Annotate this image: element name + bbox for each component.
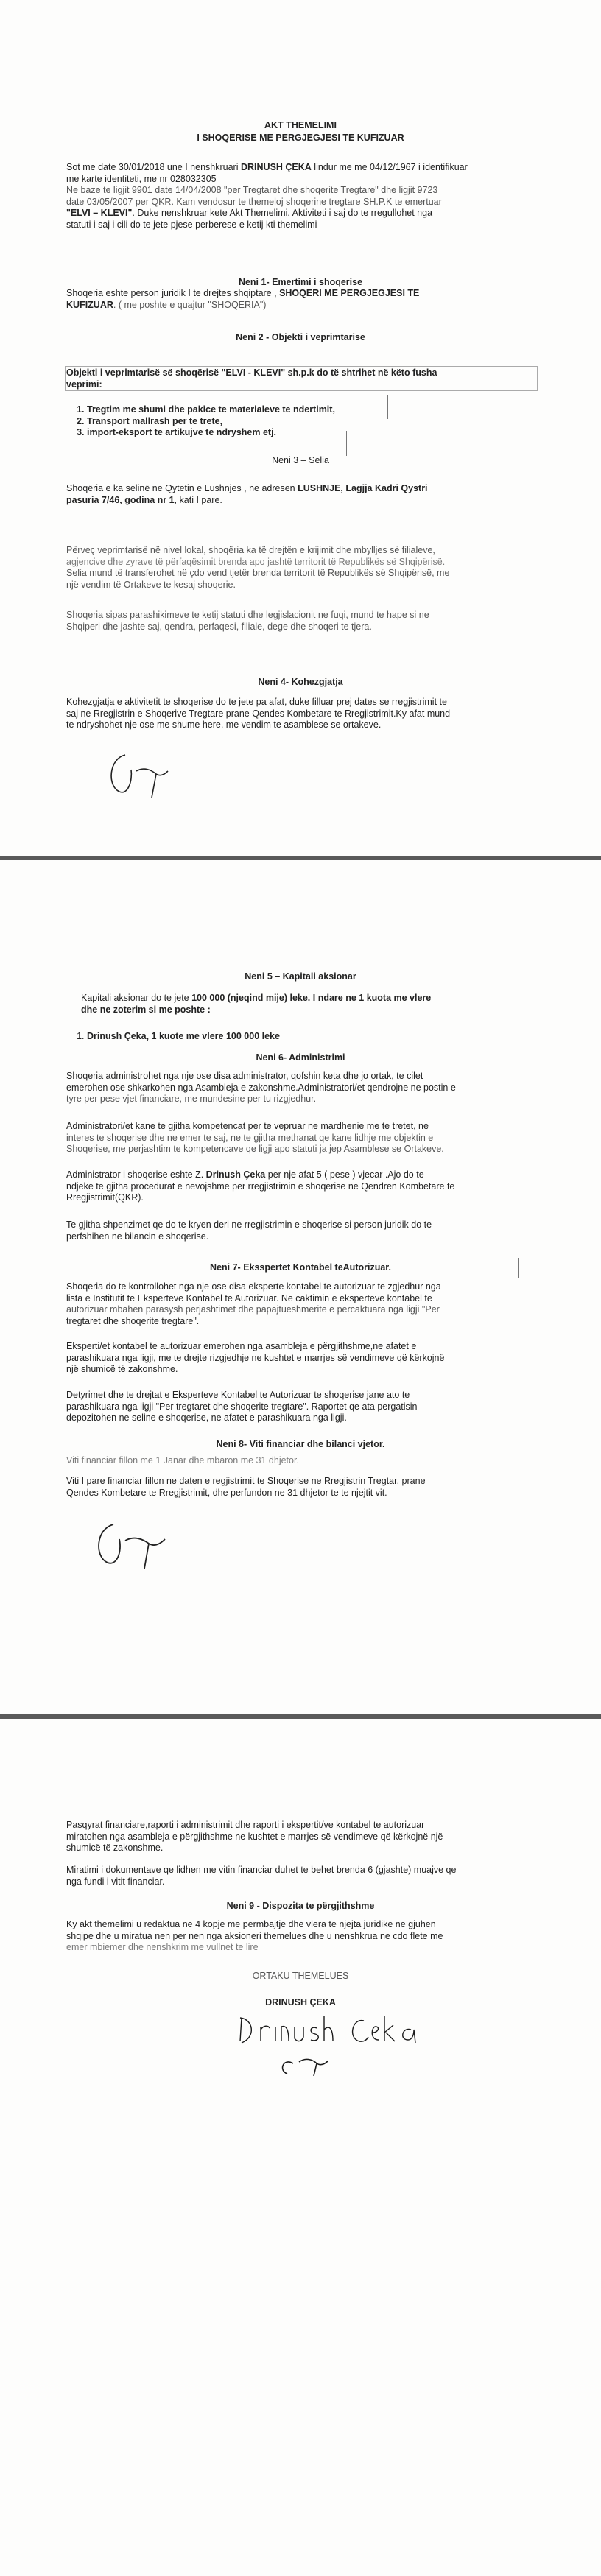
- approval-paragraph: [66, 1865, 545, 1887]
- article-text: lista e Institutit te Eksperteve Kontabel te Autorizuar. Ne caktimin e eksperteve kontabel te: [66, 1292, 432, 1303]
- article-text: Pasqyrat financiare,raporti i administrimit dhe raporti i ekspertit/ve kontabel te autorizuar: [66, 1820, 425, 1830]
- article-text: dhe ne zoterim si me poshte :: [81, 1004, 211, 1015]
- article-3-heading: Neni 3 – Selia: [272, 455, 329, 465]
- intro-text: . Duke nenshkruar kete Akt Themelimi. Aktiviteti i saj do te rregullohet nga: [132, 208, 433, 218]
- article-text: Viti I pare financiar fillon ne daten e regjistrimit te Shoqerise ne Rregjistrin Tregtar, prane: [66, 1476, 426, 1486]
- article-text: Ky akt themelimi u redaktua ne 4 kopje me permbajtje dhe vlera te njejta juridike ne gjuhen: [66, 1919, 436, 1929]
- founder-name-printed: DRINUSH ÇEKA: [265, 1997, 336, 2007]
- scan-line-mark: [387, 395, 388, 419]
- article-6-heading: Neni 6- Administrimi: [256, 1052, 345, 1063]
- handwritten-name-signature: [234, 2003, 426, 2077]
- article-1-text: [66, 288, 545, 311]
- shareholder-text: Drinush Çeka, 1 kuote me vlere 100 000 leke: [87, 1031, 280, 1041]
- article-4-text: [66, 697, 545, 731]
- article-1-heading: Neni 1- Emertimi i shoqerise: [238, 277, 363, 287]
- article-8-heading: Neni 8- Viti financiar dhe bilanci vjetor.: [216, 1439, 385, 1449]
- activity-item: 3. import-eksport te artikujve te ndryshem etj.: [87, 427, 538, 439]
- article-7-heading: Neni 7- Eksspertet Kontabel teAutorizuar.: [210, 1262, 391, 1273]
- article-text: autorizuar mbahen parasysh perjashtimet dhe papajtueshmerite e percaktuara nga ligji "Per: [66, 1304, 440, 1315]
- article-text: veprimi:: [66, 379, 102, 390]
- signature-page-2: [88, 1508, 184, 1574]
- article-text: tregtaret dhe shoqerite tregtare".: [66, 1315, 200, 1326]
- article-text: Te gjitha shpenzimet qe do te kryen deri ne rregjistrimin e shoqerise si person juridik do te: [66, 1220, 432, 1230]
- document-page-2: [0, 860, 601, 1714]
- article-6-para-d: [66, 1220, 545, 1242]
- article-8-para-a: Viti financiar fillon me 1 Janar dhe mbaron me 31 dhjetor.: [66, 1455, 299, 1465]
- activity-item: 2. Transport mallrash per te trete,: [87, 416, 538, 428]
- article-text: saj ne Rregjistrin e Shoqerive Tregtare prane Qendes Kombetare te Rregjistrimit.Ky afat mund: [66, 708, 451, 719]
- article-2-heading: Neni 2 - Objekti i veprimtarise: [236, 332, 365, 342]
- article-text: te ndryshohet nje ose me shume here, me vendim te asamblese se ortakeve.: [66, 719, 382, 730]
- article-6-para-a: [66, 1071, 545, 1105]
- accounts-paragraph: [66, 1820, 545, 1854]
- scan-line-mark: [518, 1258, 519, 1278]
- article-text: Shoqerise, me perjashtim te kompetencave qe ligji apo statuti ja jep Asamblese se Ortakeve.: [66, 1144, 444, 1154]
- article-text: Shqiperi dhe jashte saj, qendra, perfaqesi, filiale, dege dhe shoqeri te tjera.: [66, 621, 372, 632]
- article-text: parashikuara nga ligji "Per tregtaret dhe shoqerite tregtare". Raportet qe ata pergatisin: [66, 1401, 418, 1412]
- article-5-heading: Neni 5 – Kapitali aksionar: [245, 971, 356, 982]
- article-text: Shoqëria e ka selinë ne Qytetin e Lushnjes , ne adresen: [66, 483, 298, 493]
- company-name: "ELVI – KLEVI": [66, 208, 133, 218]
- article-text: Shoqeria eshte person juridik I te drejtes shqiptare ,: [66, 288, 280, 298]
- article-text: një vendim të Ortakeve te kesaj shoqerie.: [66, 579, 236, 590]
- article-text: nga fundi i vitit financiar.: [66, 1876, 165, 1887]
- article-text: një shumicë të zakonshme.: [66, 1364, 178, 1374]
- intro-text: date 03/05/2007 per QKR. Kam vendosur te themeloj shoqerine tregtare SH.P.K te emertuar: [66, 196, 442, 207]
- article-text: shqipe dhe u miratua nen per nen nga aksioneri themelues dhe u nenshkrua ne cdo flete me: [66, 1930, 443, 1941]
- signature-page-1: [103, 740, 184, 803]
- document-page-3: [0, 1719, 601, 2576]
- article-8-para-b: [66, 1476, 545, 1499]
- document-subtitle: I SHOQERISE ME PERGJEGJESI TE KUFIZUAR: [197, 133, 404, 143]
- intro-text: lindur me me 04/12/1967 i identifikuar: [311, 162, 468, 172]
- statute-paragraph: [66, 610, 545, 633]
- intro-text: statuti i saj i cili do te jete pjese perberese e ketij kti themelimi: [66, 219, 317, 230]
- article-7-para-b: [66, 1341, 545, 1376]
- intro-text: Ne baze te ligjit 9901 date 14/04/2008 "per Tregtaret dhe shoqerite Tregtare" dhe ligjit 9723: [66, 185, 438, 195]
- article-text: Administratori/et kane te gjitha kompetencat per te vepruar ne mardhenie me te tretet, ne: [66, 1121, 429, 1131]
- article-2-intro: [66, 367, 545, 390]
- company-type: SHOQERI ME PERGJEGJESI TE: [279, 288, 420, 298]
- article-9-heading: Neni 9 - Dispozita te përgjithshme: [226, 1901, 375, 1911]
- article-text: Kohezgjatja e aktivitetit te shoqerise do te jete pa afat, duke filluar prej dates se rregjistrimit te: [66, 697, 447, 707]
- capital-amount: 100 000 (njeqind mije) leke. I ndare ne 1 kuota me vlere: [191, 993, 432, 1003]
- article-text: Detyrimet dhe te drejtat e Eksperteve Kontabel te Autorizuar te shoqerise jane ato te: [66, 1390, 410, 1400]
- article-4-heading: Neni 4- Kohezgjatja: [258, 677, 343, 687]
- article-text: parashikuara nga ligji, me te drejte rizgjedhje ne kushtet e marrjes së vendimeve që kërkojnë: [66, 1352, 445, 1363]
- article-5-text: [81, 993, 552, 1016]
- company-type: KUFIZUAR: [66, 299, 113, 310]
- shareholder-item: [87, 1031, 538, 1043]
- article-text: . ( me poshte e quajtur "SHOQERIA"): [113, 299, 267, 310]
- article-text: interes te shoqerise dhe ne emer te saj, ne te gjitha methanat qe kane lidhje me objektin e: [66, 1132, 434, 1143]
- article-text: Objekti i veprimtarisë së shoqërisë "ELVI - KLEVI" sh.p.k do të shtrihet në këto fusha: [66, 367, 437, 378]
- article-6-para-b: [66, 1121, 545, 1155]
- article-text: Eksperti/et kontabel te autorizuar emerohen nga asambleja e përgjithshme,ne afatet e: [66, 1341, 417, 1351]
- article-text: Rregjistrimit(QKR).: [66, 1192, 144, 1203]
- article-text: Kapitali aksionar do te jete: [81, 993, 192, 1003]
- activity-list: [66, 404, 538, 439]
- article-text: shumicë të zakonshme.: [66, 1843, 164, 1853]
- administrator-name: Drinush Çeka: [205, 1169, 266, 1180]
- article-text: per nje afat 5 ( pese ) vjecar .Ajo do te: [265, 1169, 424, 1180]
- article-6-para-c: [66, 1169, 545, 1204]
- article-text: depozitohen ne seline e shoqerise, ne afatet e parashikuara nga ligji.: [66, 1412, 347, 1423]
- intro-text: Sot me date 30/01/2018 une I nenshkruari: [66, 162, 241, 172]
- branches-paragraph: [66, 545, 545, 591]
- article-3-text: [66, 483, 545, 506]
- founder-label: ORTAKU THEMELUES: [252, 1971, 349, 1981]
- intro-text: me karte identiteti, me nr 028032305: [66, 173, 217, 184]
- intro-paragraph: [66, 162, 545, 230]
- article-text: Shoqeria administrohet nga nje ose disa administrator, qofshin keta dhe jo ortak, te cilet: [66, 1071, 423, 1081]
- article-text: emer mbiemer dhe nenshkrim me vullnet te lire: [66, 1942, 259, 1952]
- document-page-1: [0, 0, 601, 856]
- address: pasuria 7/46, godina nr 1: [66, 494, 175, 505]
- article-text: ndjeke te gjitha procedurat e nevojshme per rregjistrimin e shoqerise ne Qendren Kombetare te: [66, 1180, 455, 1192]
- article-text: Shoqeria sipas parashikimeve te ketij statuti dhe legjislacionit ne fuqi, mund te hape si ne: [66, 610, 429, 620]
- article-7-para-c: [66, 1390, 545, 1424]
- activity-item: 1. Tregtim me shumi dhe pakice te materialeve te ndertimit,: [87, 404, 538, 416]
- article-text: perfshihen ne bilancin e shoqerise.: [66, 1231, 209, 1242]
- article-text: emerohen ose shkarkohen nga Asambleja e zakonshme.Administratori/et qendrojne ne postin e: [66, 1082, 456, 1093]
- article-text: tyre per pese vjet financiare, me mundesine per tu rizgjedhur.: [66, 1094, 317, 1104]
- founder-name: DRINUSH ÇEKA: [240, 162, 312, 172]
- article-text: miratohen nga asambleja e përgjithshme ne kushtet e marrjes së vendimeve që kërkojnë një: [66, 1831, 443, 1842]
- article-text: Shoqeria do te kontrollohet nga nje ose disa eksperte kontabel te autorizuar te zgjedhur nga: [66, 1281, 441, 1292]
- article-text: Përveç veprimtarisë në nivel lokal, shoqëria ka të drejtën e krijimit dhe mbylljes së filialeve,: [66, 545, 435, 555]
- article-text: Miratimi i dokumentave qe lidhen me vitin financiar duhet te behet brenda 6 (gjashte) muajve qe: [66, 1865, 457, 1875]
- scan-line-mark: [346, 431, 347, 456]
- article-9-text: [66, 1919, 545, 1954]
- article-text: Administrator i shoqerise eshte Z.: [66, 1169, 206, 1180]
- article-text: , kati I pare.: [174, 494, 222, 505]
- article-text: Selia mund të transferohet në çdo vend tjetër brenda territorit të Republikës së Shqipërisë, me: [66, 568, 450, 578]
- address: LUSHNJE, Lagjja Kadri Qystri: [298, 483, 428, 493]
- article-7-para-a: [66, 1281, 545, 1327]
- article-text: Qendes Kombetare te Rregjistrimit, dhe perfundon ne 31 dhjetor te te njejtit vit.: [66, 1487, 387, 1498]
- document-title: AKT THEMELIMI: [264, 120, 337, 130]
- article-text: agjencive dhe zyrave të përfaqësimit brenda apo jashtë territorit të Republikës së Shqipërisë.: [66, 556, 446, 567]
- shareholder-list: [66, 1031, 538, 1043]
